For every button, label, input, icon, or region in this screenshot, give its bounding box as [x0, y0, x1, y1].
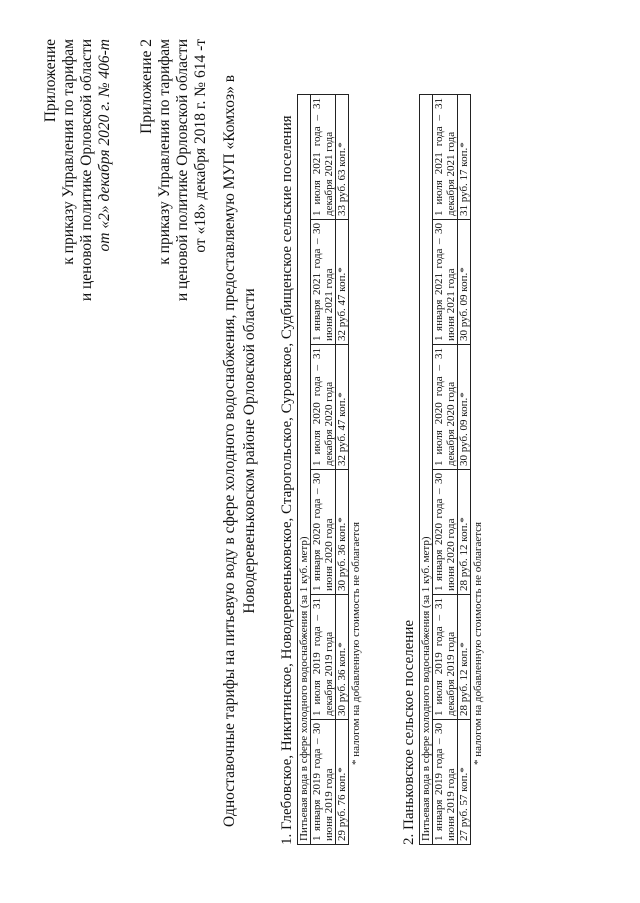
periods-row [311, 95, 336, 845]
period-cell: 1 июля 2021 года – 31 декабря 2021 года [433, 95, 458, 220]
period-cell: 1 июля 2021 года – 31 декабря 2021 года [311, 95, 336, 220]
rotated-document-page [20, 11, 620, 891]
tariff-value-cell: 27 руб. 57 коп.* [458, 720, 471, 845]
tariff-value-cell: 28 руб. 12 коп.* [458, 595, 471, 720]
tariff-value-cell: 28 руб. 12 коп.* [458, 470, 471, 595]
table-header: Питьевая вода в сфере холодного водоснабжения (за 1 куб. метр) [298, 95, 311, 845]
tariff-value-cell: 30 руб. 09 коп.* [458, 220, 471, 345]
period-cell: 1 июля 2020 года – 31 декабря 2020 года [311, 345, 336, 470]
period-cell: 1 января 2020 года – 30 июня 2020 года [433, 470, 458, 595]
period-cell: 1 января 2021 года – 30 июня 2021 года [311, 220, 336, 345]
period-cell: 1 января 2020 года – 30 июня 2020 года [311, 470, 336, 595]
vat-footnote: * налогом на добавленную стоимость не облагается [472, 521, 484, 765]
vat-footnote: * налогом на добавленную стоимость не облагается [350, 521, 362, 765]
appendix-1-header [42, 39, 114, 301]
section-2-title: 2. Паньковское сельское поселение [401, 619, 417, 845]
appendix-1-line-2: и ценовой политике Орловской области [78, 39, 95, 302]
document-title-line-2: Новодеревеньковском районе Орловской области [241, 288, 258, 614]
period-cell: 1 июля 2020 года – 31 декабря 2020 года [433, 345, 458, 470]
document-title [220, 51, 260, 851]
table-header: Питьевая вода в сфере холодного водоснабжения (за 1 куб. метр) [420, 95, 433, 845]
period-cell: 1 января 2021 года – 30 июня 2021 года [433, 220, 458, 345]
appendix-1-line-3: от «2» декабря 2020 г. № 406-т [96, 39, 113, 252]
tariff-value-cell: 30 руб. 09 коп.* [458, 345, 471, 470]
appendix-2-line-2: и ценовой политике Орловской области [174, 39, 191, 302]
appendix-2-line-1: к приказу Управления по тарифам [156, 39, 173, 265]
tariff-value-cell: 32 руб. 47 коп.* [336, 345, 349, 470]
period-cell: 1 января 2019 года – 30 июня 2019 года [311, 720, 336, 845]
periods-row [433, 95, 458, 845]
tariff-value-cell: 31 руб. 17 коп.* [458, 95, 471, 220]
values-row [336, 95, 349, 845]
appendix-2-header [138, 39, 210, 301]
period-cell: 1 июля 2019 года – 31 декабря 2019 года [311, 595, 336, 720]
tariff-value-cell: 30 руб. 36 коп.* [336, 470, 349, 595]
tariff-value-cell: 32 руб. 47 коп.* [336, 220, 349, 345]
section-2 [400, 94, 484, 845]
appendix-1-title: Приложение [42, 39, 59, 123]
appendix-2-line-3: от «18» декабря 2018 г. № 614 -т [192, 39, 209, 253]
period-cell: 1 июля 2019 года – 31 декабря 2019 года [433, 595, 458, 720]
appendix-1-line-1: к приказу Управления по тарифам [60, 39, 77, 265]
tariff-value-cell: 33 руб. 63 коп.* [336, 95, 349, 220]
tariff-value-cell: 30 руб. 36 коп.* [336, 595, 349, 720]
document-title-line-1: Одноставочные тарифы на питьевую воду в сфере холодного водоснабжения, предоставляемую МУП «Комхоз» в [221, 74, 238, 828]
values-row [458, 95, 471, 845]
section-1-tariff-table [297, 94, 349, 845]
period-cell: 1 января 2019 года – 30 июня 2019 года [433, 720, 458, 845]
appendix-2-title: Приложение 2 [138, 39, 155, 134]
section-1 [278, 94, 362, 845]
tariff-value-cell: 29 руб. 76 коп.* [336, 720, 349, 845]
section-1-title: 1. Глебовское, Никитинское, Новодеревеньковское, Старогольское, Суровское, Судбищенское сельские поселения [279, 115, 295, 845]
section-2-tariff-table [419, 94, 471, 845]
